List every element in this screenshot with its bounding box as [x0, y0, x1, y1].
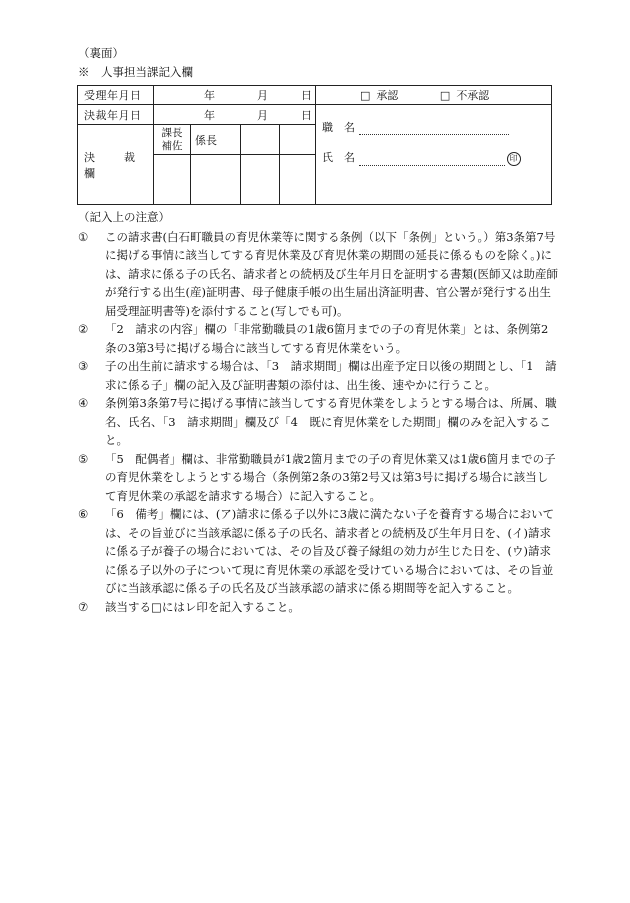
chief-label: 係長 — [191, 125, 241, 155]
disapprove-checkbox[interactable]: □ — [439, 89, 451, 102]
approve-checkbox[interactable]: □ — [360, 89, 371, 102]
note-number: ③ — [78, 359, 89, 373]
decided-date-field[interactable] — [154, 105, 316, 125]
section-title: ※ 人事担当課記入欄 — [78, 65, 193, 79]
disapprove-label: 不承認 — [456, 89, 490, 102]
day-unit: 日 — [301, 108, 312, 122]
received-date-field[interactable] — [154, 86, 316, 105]
day-unit: 日 — [301, 89, 312, 102]
note-text: 「6 備考」欄には、(ア)請求に係る子以外に3歳に満たない子を養育する場合においては、その旨並びに当該承認に係る子の氏名、請求者との続柄及び生年月日を、(イ)請求に係る子が養子の場合においては、その旨及び養子縁組の効力が生じた日を、(ウ)請求に係る子以外の子について現に育児休業の承認を受けている場合においては、その旨並びに当該承認に係る子の氏名及び当該承認の請求に係る期間等を記入すること。 — [105, 507, 555, 595]
position-input[interactable] — [359, 134, 509, 135]
stamp-box-chief[interactable] — [191, 155, 241, 205]
decided-date-label: 決裁年月日 — [78, 105, 154, 125]
name-line — [322, 149, 521, 166]
note-text: 子の出生前に請求する場合は、「3 請求期間」欄は出産予定日以後の期間とし、「1 請求に係る子」欄の記入及び証明書類の添付は、出生後、速やかに行うこと。 — [105, 359, 557, 392]
month-unit: 月 — [257, 108, 268, 122]
stamp-box-4[interactable] — [280, 155, 316, 205]
page-side-label: （裏面） — [78, 46, 124, 60]
year-unit: 年 — [204, 108, 215, 122]
notes-section — [78, 208, 558, 616]
note-text: 条例第3条第7号に掲げる事情に該当してする育児休業をしようとする場合は、所属、職名、氏名、「3 請求期間」欄及び「4 既に育児休業をした期間」欄のみを記入すること。 — [105, 396, 557, 447]
note-number: ② — [78, 322, 89, 336]
note-number: ④ — [78, 396, 89, 410]
hr-record-table — [77, 85, 552, 205]
name-input[interactable] — [359, 165, 505, 166]
note-item — [78, 505, 558, 598]
stamp-header-blank-1 — [241, 125, 280, 155]
position-label: 職 名 — [322, 121, 355, 134]
position-line — [322, 119, 509, 135]
notes-heading: （記入上の注意） — [78, 210, 170, 224]
name-label: 氏 名 — [322, 151, 355, 164]
note-item — [78, 320, 558, 357]
note-text: この請求書(白石町職員の育児休業等に関する条例（以下「条例」という。）第3条第7号に掲げる事情に該当してする育児休業及び育児休業の期間の延長に係るものを除く。)には、請求に係る子の氏名、請求者との続柄及び生年月日を証明する書類(医師又は助産師が発行する出生(産)証明書、母子健康手帳の出生届出済証明書、官公署が発行する出生届受理証明書等)を添付すること(写しでも可)。 — [105, 229, 558, 318]
note-text: 該当する□にはレ印を記入すること。 — [105, 599, 300, 614]
approval-column-label: 決 裁 欄 — [78, 125, 154, 205]
note-item — [78, 228, 558, 321]
signature-cell — [316, 105, 552, 205]
note-number: ⑤ — [78, 451, 89, 466]
note-number: ① — [78, 229, 89, 244]
received-row — [78, 86, 552, 105]
note-number: ⑥ — [78, 507, 89, 521]
boss-deputy-label: 課長補佐 — [154, 125, 191, 155]
stamp-header-blank-2 — [280, 125, 316, 155]
approve-label: 承認 — [376, 89, 399, 102]
note-text: 「2 請求の内容」欄の「非常勤職員の1歳6箇月までの子の育児休業」とは、条例第2条の3第3号に掲げる場合に該当してする育児休業をいう。 — [105, 322, 549, 355]
received-date-label: 受理年月日 — [78, 86, 154, 105]
note-item — [78, 357, 558, 394]
note-item — [78, 598, 558, 617]
note-number: ⑦ — [78, 599, 89, 614]
note-item — [78, 394, 558, 450]
month-unit: 月 — [257, 89, 268, 102]
note-text: 「5 配偶者」欄は、非常勤職員が1歳2箇月までの子の育児休業又は1歳6箇月までの子の育児休業をしようとする場合（条例第2条の3第2号又は第3号に掲げる場合に該当して育児休業の承認を請求する場合）に記入すること。 — [105, 451, 556, 503]
approval-choice — [316, 86, 552, 105]
note-item — [78, 450, 558, 506]
stamp-box-3[interactable] — [241, 155, 280, 205]
year-unit: 年 — [204, 89, 215, 102]
decided-row — [78, 105, 552, 125]
seal-mark: 印 — [507, 152, 521, 166]
